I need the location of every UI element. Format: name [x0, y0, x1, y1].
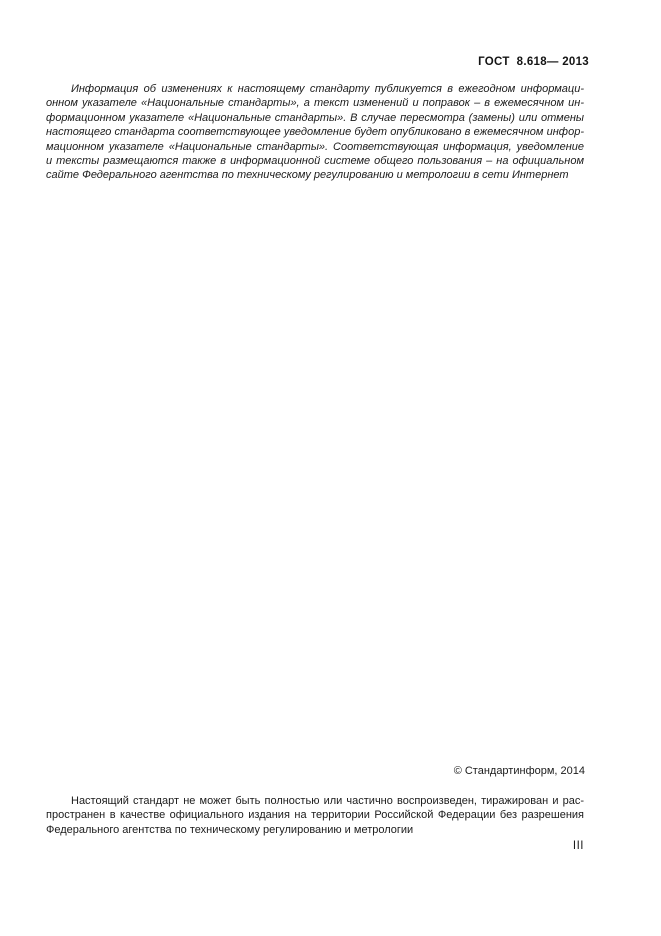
intro-line: Информация об изменениях к настоящему стандарту публикуется в ежегодном информаци-	[71, 83, 584, 95]
intro-line: мационном указателе «Национальные стандарты». Соответствующая информация, уведомление	[46, 140, 584, 153]
reproduction-line: Настоящий стандарт не может быть полностью или частично воспроизведен, тиражирован и рас-	[71, 795, 584, 807]
intro-line: формационном указателе «Национальные стандарты». В случае пересмотра (замены) или отмены	[46, 111, 584, 124]
reproduction-line: пространен в качестве официального издания на территории Российской Федерации без разрешения	[46, 809, 584, 822]
reproduction-notice-paragraph	[46, 794, 584, 837]
intro-line: и тексты размещаются также в информационной системе общего пользования – на официальном	[46, 155, 584, 168]
intro-line: настоящего стандарта соответствующее уведомление будет опубликовано в ежемесячном инфор-	[46, 126, 584, 139]
page-number: III	[572, 840, 584, 852]
reproduction-line: Федерального агентства по техническому регулированию и метрологии	[46, 823, 414, 836]
intro-paragraph	[46, 82, 584, 183]
intro-line: онном указателе «Национальные стандарты», а текст изменений и поправок – в ежемесячном ин-	[46, 97, 584, 110]
document-header-standard-number: ГОСТ 8.618— 2013	[478, 56, 589, 68]
intro-line: сайте Федерального агентства по техническому регулированию и метрологии в сети Интернет	[46, 169, 569, 182]
copyright-notice: © Стандартинформ, 2014	[453, 765, 585, 777]
